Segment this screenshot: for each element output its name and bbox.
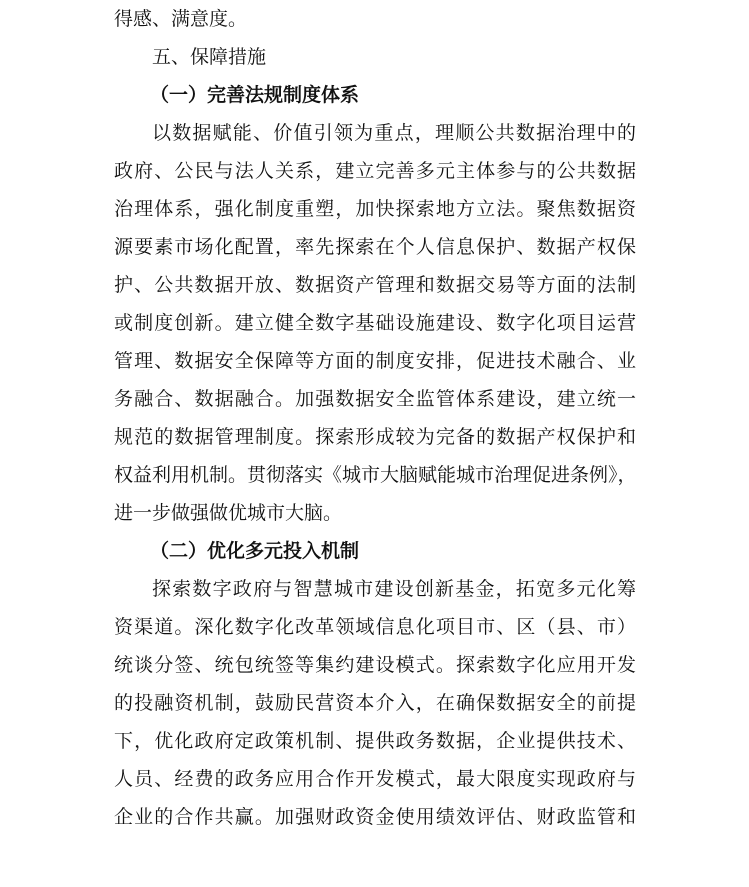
paragraph-line: 护、公共数据开放、数据资产管理和数据交易等方面的法制 [114, 274, 636, 296]
paragraph-line: 探索数字政府与智慧城市建设创新基金，拓宽多元化筹 [152, 578, 636, 600]
paragraph-line: 务融合、数据融合。加强数据安全监管体系建设，建立统一 [114, 388, 636, 410]
paragraph-line: 人员、经费的政务应用合作开发模式，最大限度实现政府与 [114, 768, 636, 790]
subsection-heading-2: （二）优化多元投入机制 [150, 540, 360, 562]
paragraph-line: 管理、数据安全保障等方面的制度安排，促进技术融合、业 [114, 350, 636, 372]
paragraph-line: 以数据赋能、价值引领为重点，理顺公共数据治理中的 [152, 122, 636, 144]
paragraph-line: 规范的数据管理制度。探索形成较为完备的数据产权保护和 [114, 426, 636, 448]
paragraph-line: 或制度创新。建立健全数字基础设施建设、数字化项目运营 [114, 312, 636, 334]
paragraph-line: 源要素市场化配置，率先探索在个人信息保护、数据产权保 [114, 236, 636, 258]
paragraph-line: 治理体系，强化制度重塑，加快探索地方立法。聚焦数据资 [114, 198, 636, 220]
paragraph-line: 的投融资机制，鼓励民营资本介入，在确保数据安全的前提 [114, 692, 636, 714]
paragraph-line: 企业的合作共赢。加强财政资金使用绩效评估、财政监管和 [114, 806, 636, 828]
subsection-heading-1: （一）完善法规制度体系 [150, 84, 360, 106]
paragraph-line: 下，优化政府定政策机制、提供政务数据，企业提供技术、 [114, 730, 636, 752]
paragraph-line: 统谈分签、统包统签等集约建设模式。探索数字化应用开发 [114, 654, 636, 676]
text-line-continuation: 得感、满意度。 [114, 8, 248, 30]
paragraph-line: 资渠道。深化数字化改革领域信息化项目市、区（县、市） [114, 616, 636, 638]
paragraph-line: 进一步做强做优城市大脑。 [114, 502, 343, 524]
paragraph-line: 政府、公民与法人关系，建立完善多元主体参与的公共数据 [114, 160, 636, 182]
section-heading: 五、保障措施 [152, 46, 267, 68]
paragraph-line: 权益利用机制。贯彻落实《城市大脑赋能城市治理促进条例》， [114, 464, 637, 486]
